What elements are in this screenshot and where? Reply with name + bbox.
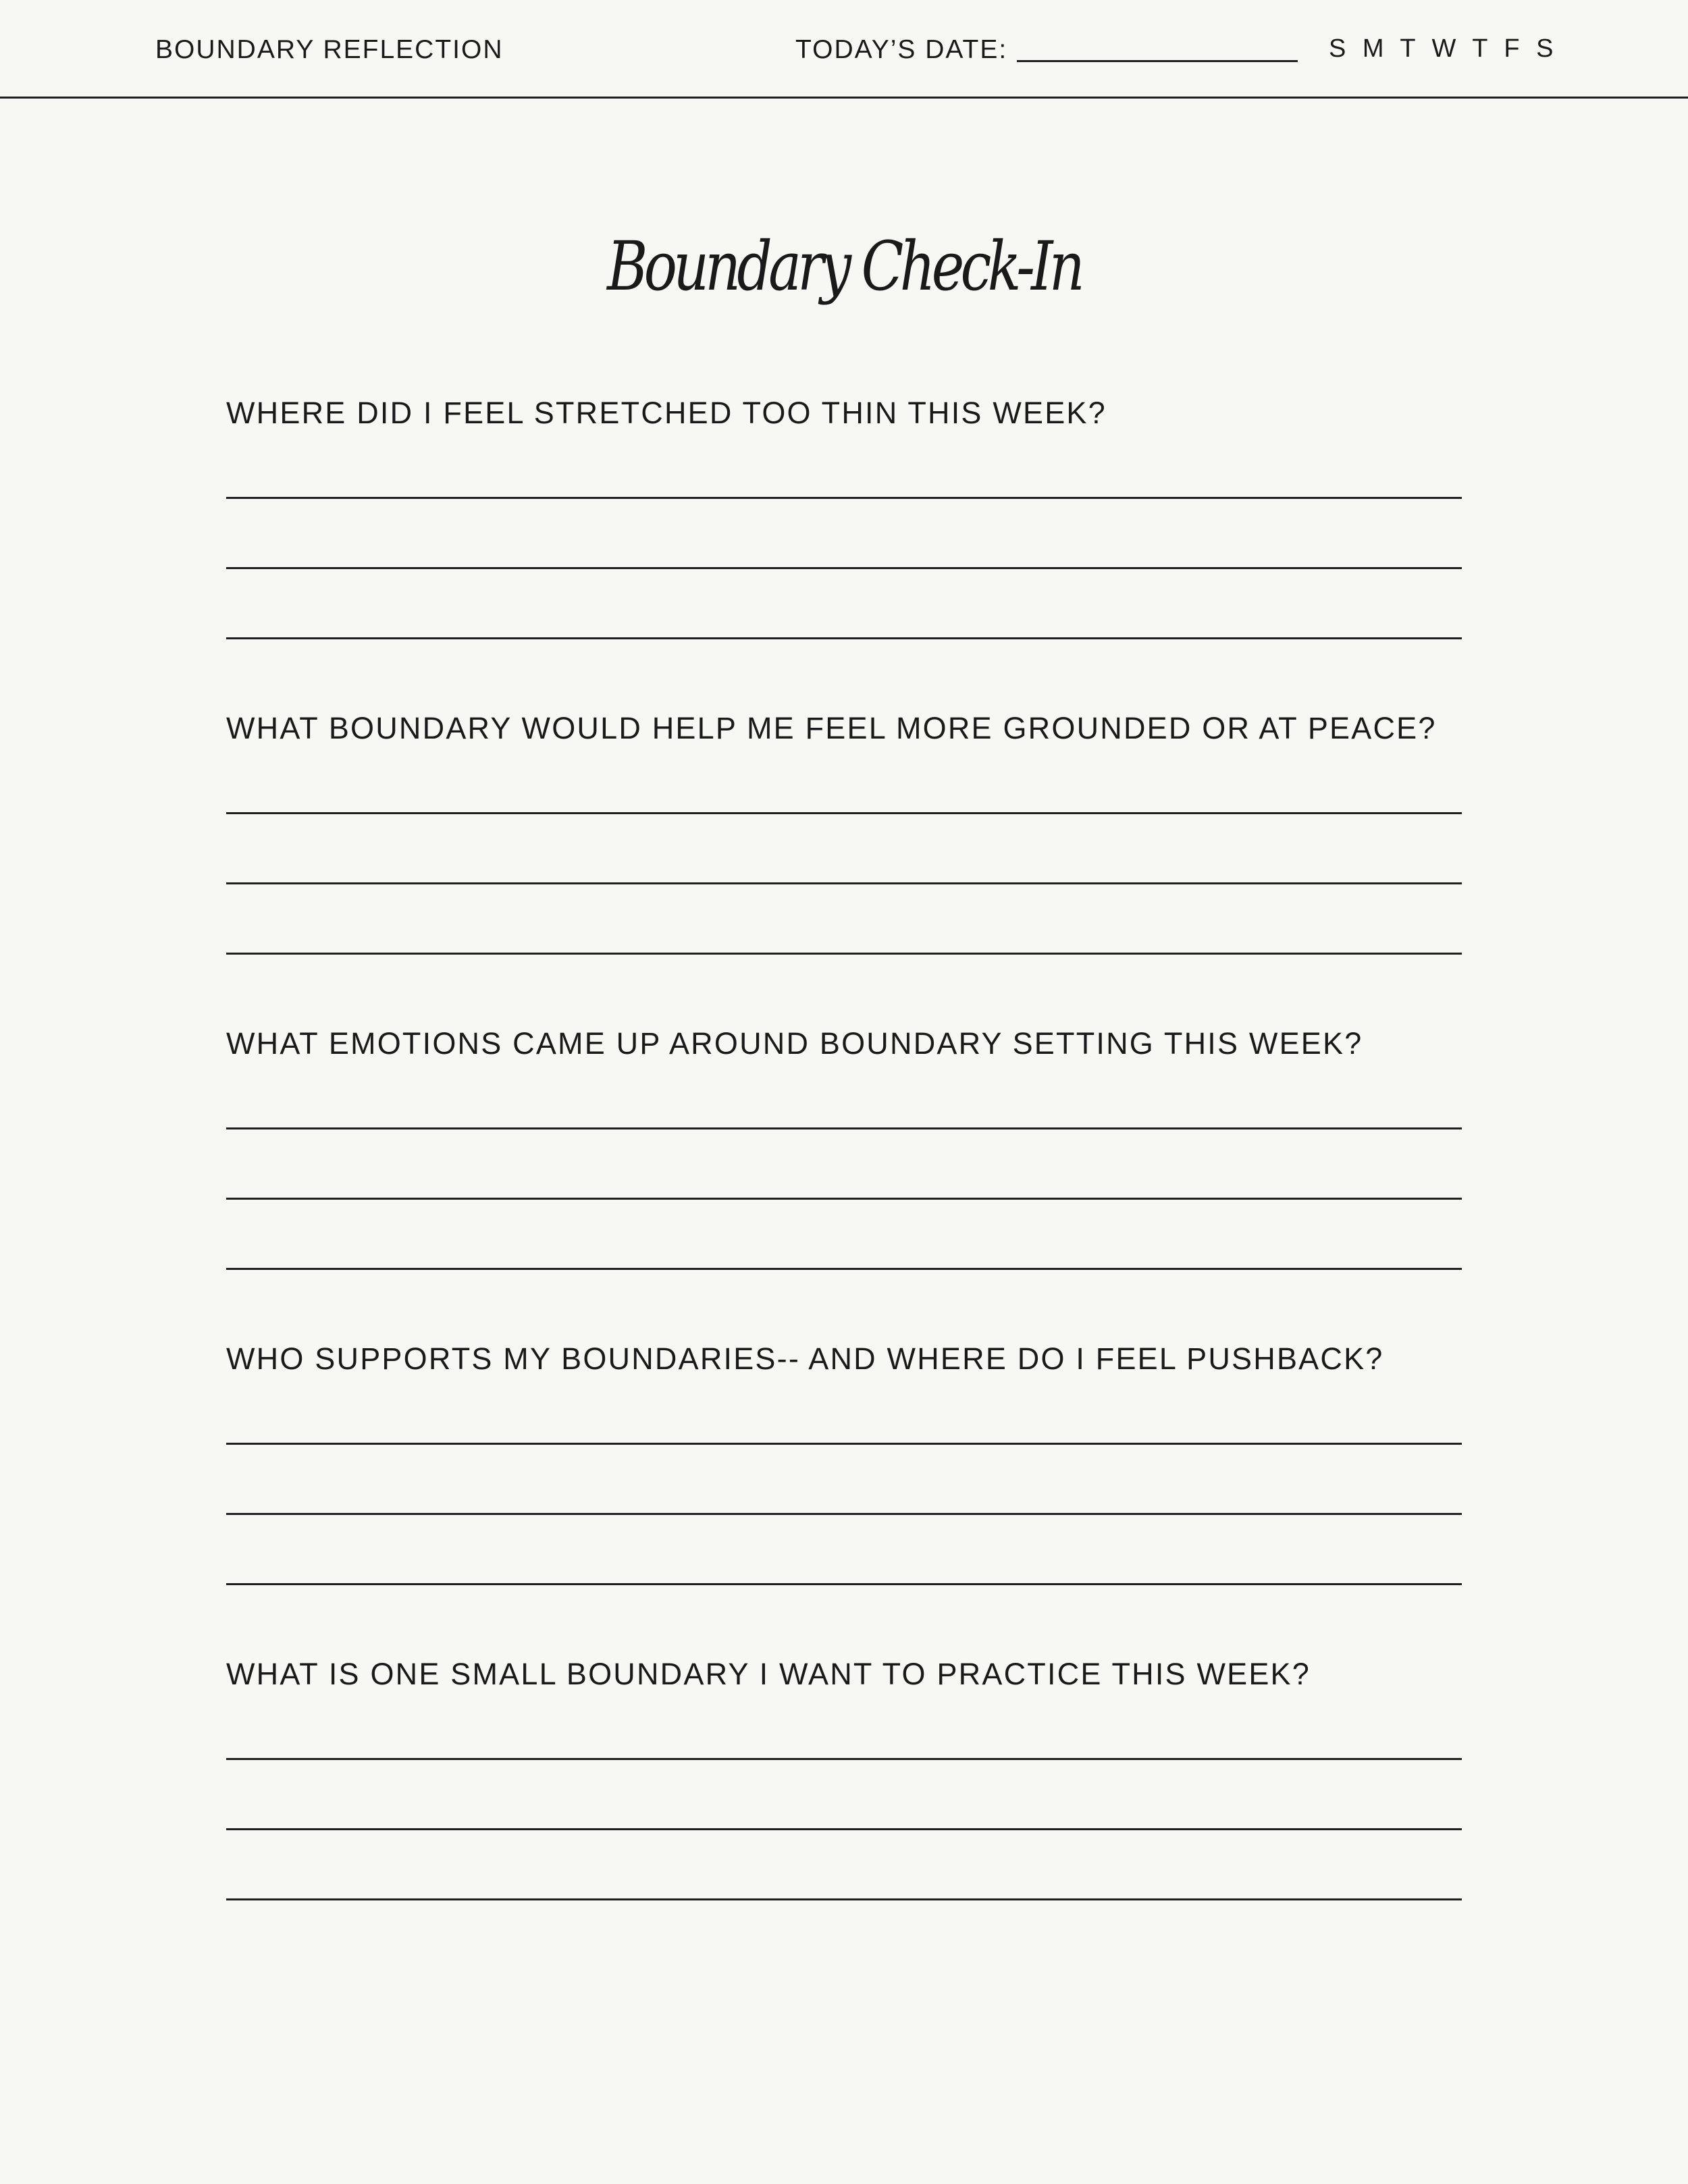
question-5: WHAT IS ONE SMALL BOUNDARY I WANT TO PRACTICE THIS WEEK? bbox=[226, 1657, 1311, 1691]
answer-line[interactable] bbox=[226, 812, 1462, 814]
answer-line[interactable] bbox=[226, 953, 1462, 955]
answer-line[interactable] bbox=[226, 637, 1462, 639]
weekday-selector[interactable]: S M T W T F S bbox=[1329, 34, 1556, 63]
question-3: WHAT EMOTIONS CAME UP AROUND BOUNDARY SETTING THIS WEEK? bbox=[226, 1026, 1363, 1061]
answer-line[interactable] bbox=[226, 1268, 1462, 1270]
answer-line[interactable] bbox=[226, 497, 1462, 499]
question-4: WHO SUPPORTS MY BOUNDARIES-- AND WHERE DO I FEEL PUSHBACK? bbox=[226, 1341, 1384, 1376]
answer-line[interactable] bbox=[226, 1513, 1462, 1515]
date-label: TODAY’S DATE: bbox=[795, 35, 1008, 64]
page-title: Boundary Check-In bbox=[607, 227, 1081, 306]
answer-line[interactable] bbox=[226, 1198, 1462, 1200]
answer-line[interactable] bbox=[226, 1758, 1462, 1760]
worksheet-category: BOUNDARY REFLECTION bbox=[155, 35, 504, 64]
header-bar bbox=[0, 0, 1688, 99]
question-1: WHERE DID I FEEL STRETCHED TOO THIN THIS WEEK? bbox=[226, 396, 1107, 430]
answer-line[interactable] bbox=[226, 1828, 1462, 1830]
answer-line[interactable] bbox=[226, 882, 1462, 884]
answer-line[interactable] bbox=[226, 567, 1462, 569]
answer-line[interactable] bbox=[226, 1127, 1462, 1129]
answer-line[interactable] bbox=[226, 1583, 1462, 1585]
answer-line[interactable] bbox=[226, 1898, 1462, 1900]
answer-line[interactable] bbox=[226, 1443, 1462, 1445]
date-field-line[interactable] bbox=[1017, 60, 1298, 62]
question-2: WHAT BOUNDARY WOULD HELP ME FEEL MORE GROUNDED OR AT PEACE? bbox=[226, 711, 1437, 745]
